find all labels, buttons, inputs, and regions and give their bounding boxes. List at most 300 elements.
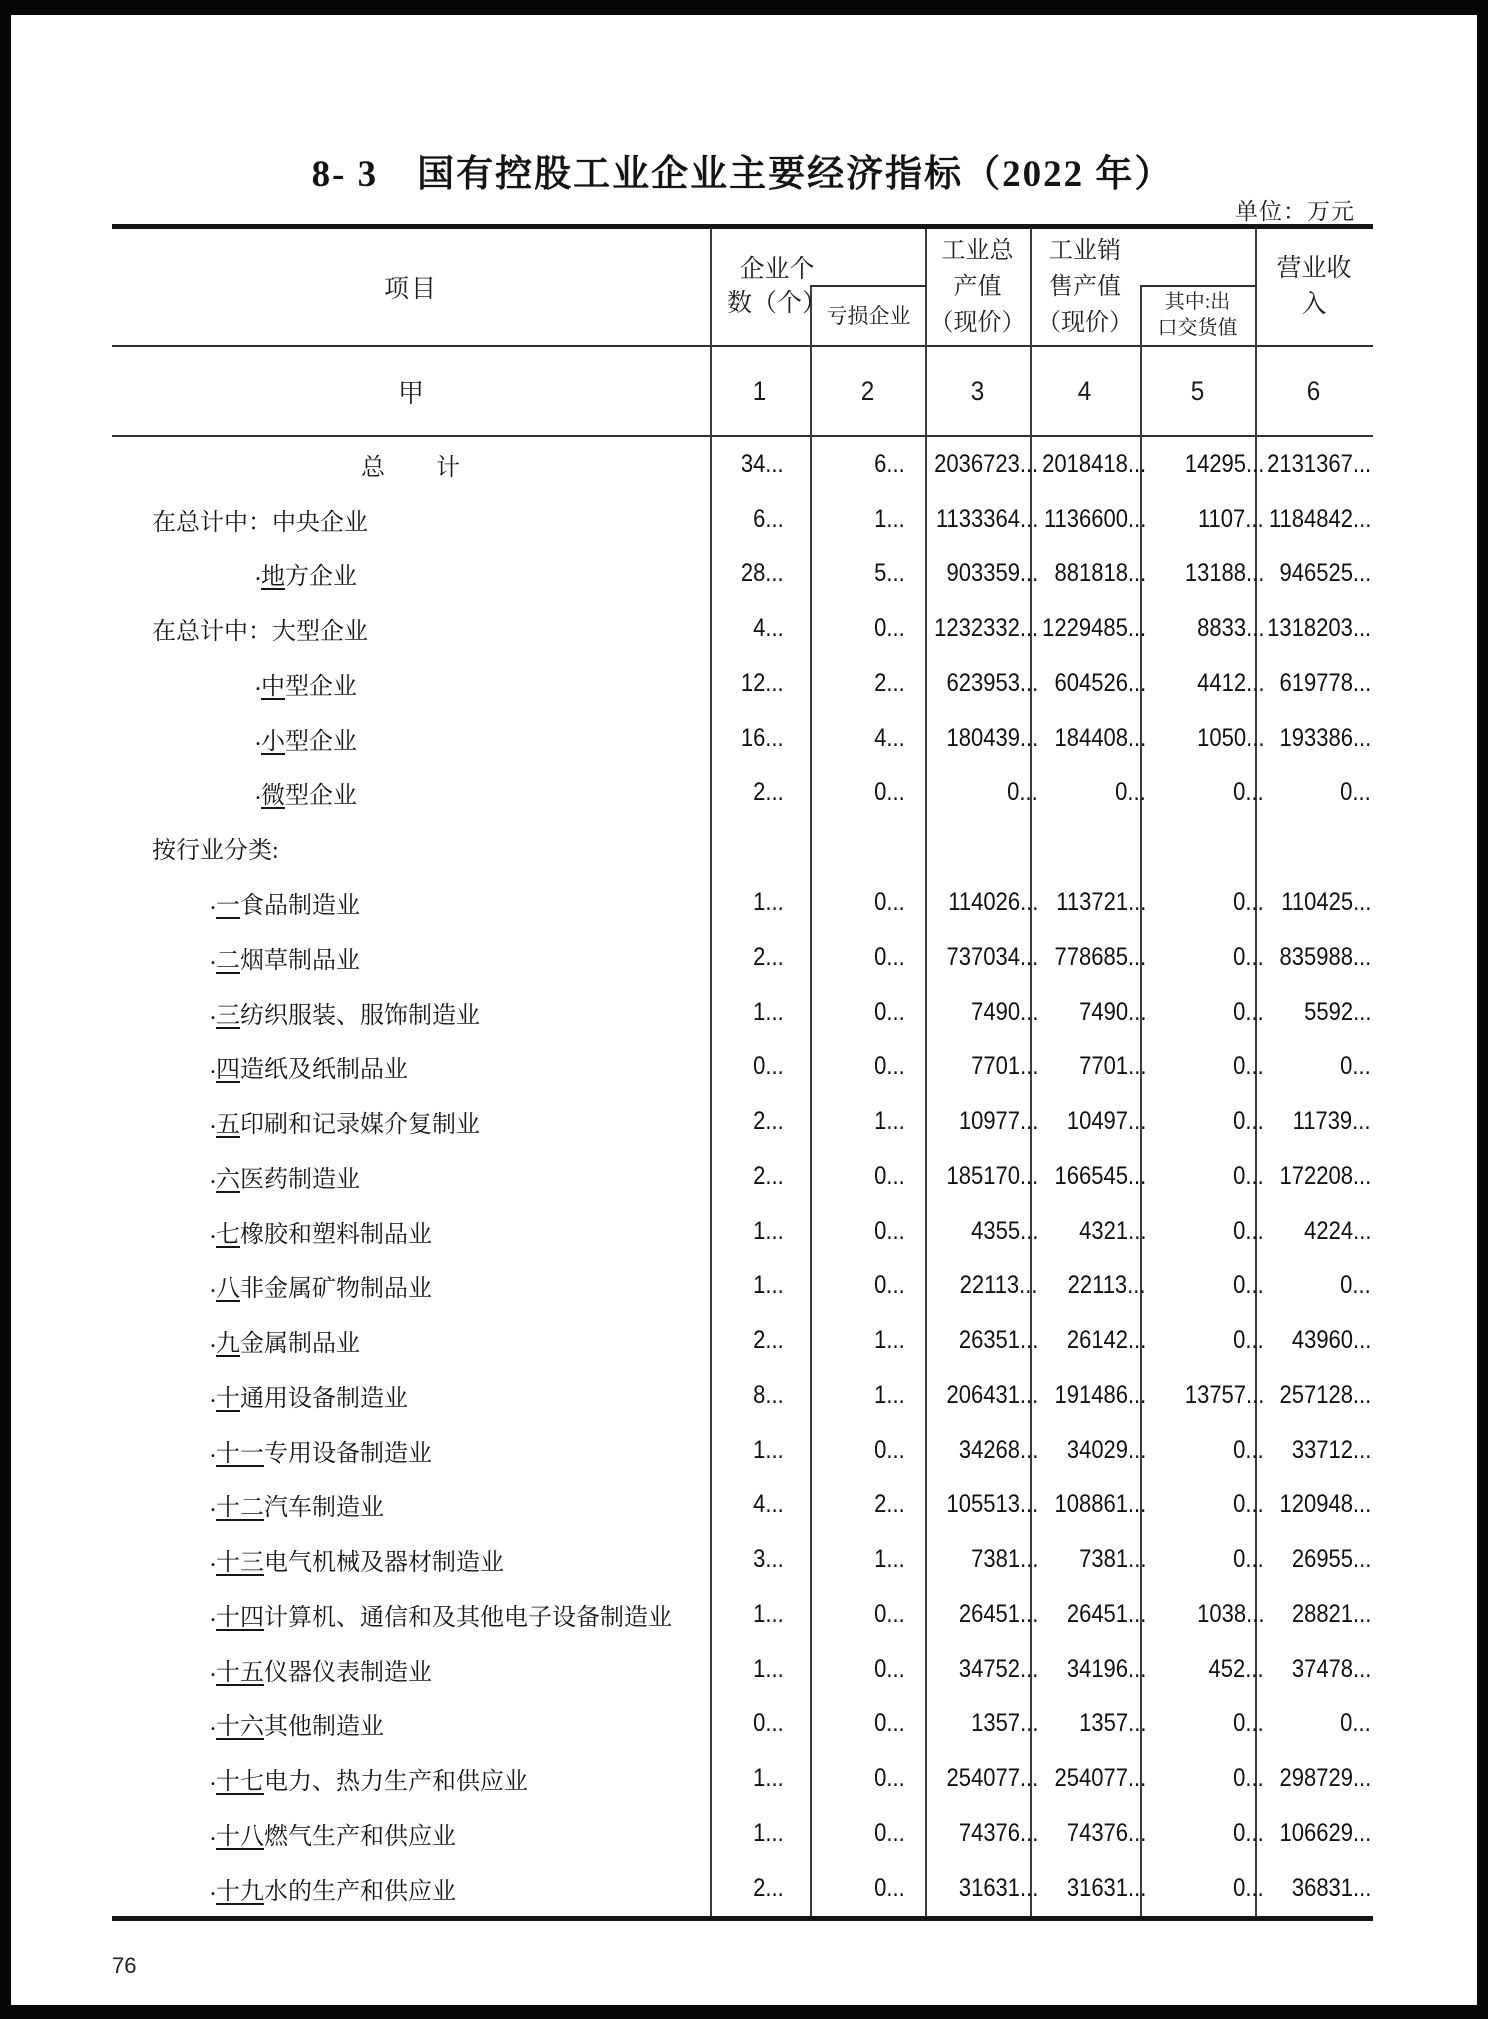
row-value-loss-enterprises: [810, 1532, 925, 1587]
cell-value: 2131367...: [1267, 449, 1371, 478]
cell-value: 1...: [753, 1435, 784, 1464]
header-sales-line2: 售产值: [1049, 274, 1121, 300]
row-value-sales-output: [1030, 1478, 1146, 1533]
cell-value: 7490...: [1078, 997, 1146, 1026]
cell-value: 623953...: [946, 668, 1038, 697]
row-value-gross-output: [925, 1532, 1038, 1587]
row-value-sales-output: [1030, 1313, 1146, 1368]
cell-value: 7701...: [1078, 1052, 1146, 1081]
row-label: . 十 通用设备制造业: [112, 1368, 710, 1423]
row-value-enterprise-count: [710, 766, 810, 821]
cell-value: 120948...: [1279, 1490, 1371, 1519]
table-row: [112, 1149, 1373, 1204]
cell-value: 26955...: [1291, 1545, 1371, 1574]
row-value-export-delivery: [1140, 1642, 1264, 1697]
cell-value: 22113...: [960, 1271, 1038, 1300]
underlined-numeral: 六: [216, 1166, 240, 1193]
column-guide-row: [112, 347, 1373, 435]
cell-value: 180439...: [946, 723, 1038, 752]
table-row: [112, 1423, 1373, 1478]
guide-col-2: [810, 347, 925, 435]
row-value-sales-output: [1030, 1368, 1146, 1423]
row-label: 在总计中：大型企业: [152, 619, 368, 646]
cell-value: 193386...: [1279, 723, 1371, 752]
row-value-loss-enterprises: [810, 1204, 925, 1259]
cell-value: 74376...: [1066, 1819, 1146, 1848]
row-value-export-delivery: [1140, 1094, 1264, 1149]
cell-value: 0...: [1233, 1161, 1264, 1190]
row-label: . 二 烟草制品业: [112, 930, 710, 985]
cell-value: 0...: [874, 614, 905, 643]
row-label: . 小 型企业: [112, 711, 710, 766]
row-value-export-delivery: [1140, 1204, 1264, 1259]
row-value-gross-output: [925, 1751, 1038, 1806]
cell-value: 1...: [753, 1819, 784, 1848]
underlined-numeral: 地: [261, 564, 285, 591]
cell-value: 1...: [753, 888, 784, 916]
cell-value: 31631...: [958, 1873, 1038, 1902]
row-value-gross-output: [925, 547, 1038, 602]
row-label: 按行业分类:: [152, 838, 279, 865]
row-value-enterprise-count: [710, 1532, 810, 1587]
row-value-export-delivery: [1140, 1478, 1264, 1533]
cell-value: 34...: [741, 449, 784, 478]
row-label: . 十七 电力、热力生产和供应业: [112, 1751, 710, 1806]
row-value-enterprise-count: [710, 1751, 810, 1806]
row-value-sales-output: [1030, 1258, 1146, 1313]
row-value-loss-enterprises: [810, 1806, 925, 1861]
row-value-sales-output: [1030, 547, 1146, 602]
row-value-export-delivery: [1140, 1806, 1264, 1861]
row-value-sales-output: [1030, 601, 1146, 656]
table-row: [112, 985, 1373, 1040]
row-value-sales-output: [1030, 1642, 1146, 1697]
row-value-revenue: [1255, 711, 1373, 766]
cell-value: 184408...: [1054, 723, 1146, 752]
row-value-enterprise-count: [710, 820, 810, 875]
cell-value: 1...: [753, 1654, 784, 1683]
table-row: [112, 1861, 1373, 1916]
underlined-numeral: 四: [216, 1057, 240, 1084]
cell-value: 33712...: [1291, 1435, 1371, 1464]
row-value-export-delivery: [1140, 766, 1264, 821]
row-value-export-delivery: [1140, 601, 1264, 656]
cell-value: 7490...: [970, 997, 1038, 1026]
cell-value: 903359...: [946, 559, 1038, 588]
cell-value: 0...: [1233, 942, 1264, 971]
cell-value: 2...: [753, 1873, 784, 1902]
row-value-loss-enterprises: [810, 1861, 925, 1916]
cell-value: 172208...: [1279, 1161, 1371, 1190]
cell-value: 105513...: [946, 1490, 1038, 1519]
cell-value: 3...: [753, 1545, 784, 1574]
row-value-loss-enterprises: [810, 820, 925, 875]
cell-value: 257128...: [1279, 1380, 1371, 1409]
row-value-loss-enterprises: [810, 547, 925, 602]
row-value-enterprise-count: [710, 1697, 810, 1752]
cell-value: 1...: [753, 1216, 784, 1245]
cell-value: 6...: [874, 449, 905, 478]
cell-value: 22113...: [1068, 1271, 1146, 1300]
table-row: [112, 1806, 1373, 1861]
table-row: [112, 437, 1373, 492]
row-value-revenue: [1255, 1423, 1373, 1478]
row-value-export-delivery: [1140, 1313, 1264, 1368]
row-value-enterprise-count: [710, 985, 810, 1040]
cell-value: 881818...: [1054, 559, 1146, 588]
cell-value: 298729...: [1279, 1764, 1371, 1793]
header-loss-label: 亏损企业: [826, 304, 911, 328]
table-bottom-rule: [112, 1916, 1373, 1921]
cell-value: 2...: [753, 1161, 784, 1190]
row-value-sales-output: [1030, 711, 1146, 766]
row-value-export-delivery: [1140, 1258, 1264, 1313]
row-value-revenue: [1255, 1149, 1373, 1204]
unit-label: 单位：万元: [1235, 199, 1355, 224]
row-label: . 微 型企业: [112, 766, 710, 821]
row-label: 在总计中：中央企业: [152, 509, 368, 536]
cell-value: 0...: [1233, 1709, 1264, 1738]
row-label: . 中 型企业: [112, 656, 710, 711]
underlined-numeral: 十二: [216, 1495, 264, 1522]
cell-value: 0...: [874, 1709, 905, 1738]
row-value-loss-enterprises: [810, 711, 925, 766]
row-value-export-delivery: [1140, 547, 1264, 602]
table-row: [112, 711, 1373, 766]
row-value-enterprise-count: [710, 601, 810, 656]
cell-value: 0...: [874, 1873, 905, 1902]
cell-value: 0...: [1233, 1545, 1264, 1574]
row-value-revenue: [1255, 492, 1373, 547]
row-value-gross-output: [925, 1861, 1038, 1916]
table-row: [112, 1478, 1373, 1533]
header-export-delivery: [1140, 285, 1255, 345]
cell-value: 0...: [1233, 1271, 1264, 1300]
header-revenue-line1: 营业收: [1276, 255, 1352, 282]
row-value-revenue: [1255, 1697, 1373, 1752]
row-label: . 十五 仪器仪表制造业: [112, 1642, 710, 1697]
row-value-gross-output: [925, 1204, 1038, 1259]
header-gross-line3: （现价）: [929, 310, 1026, 336]
row-value-gross-output: [925, 1039, 1038, 1094]
cell-value: 2...: [753, 778, 784, 807]
cell-value: 31631...: [1066, 1873, 1146, 1902]
row-value-gross-output: [925, 1368, 1038, 1423]
cell-value: 6...: [753, 504, 784, 533]
row-label: . 五 印刷和记录媒介复制业: [112, 1094, 710, 1149]
cell-value: 0...: [1233, 1435, 1264, 1464]
header-item: [112, 229, 710, 345]
table-row: [112, 1313, 1373, 1368]
cell-value: 0...: [874, 1599, 905, 1628]
row-value-export-delivery: [1140, 930, 1264, 985]
cell-value: 1133364...: [935, 504, 1038, 533]
cell-value: 4...: [753, 1490, 784, 1519]
row-value-gross-output: [925, 1697, 1038, 1752]
document-page: [11, 15, 1477, 2005]
cell-value: 28...: [741, 559, 784, 588]
cell-value: 2...: [874, 668, 905, 697]
cell-value: 0...: [874, 942, 905, 971]
row-value-sales-output: [1030, 1532, 1146, 1587]
row-value-revenue: [1255, 1751, 1373, 1806]
row-value-export-delivery: [1140, 820, 1255, 875]
row-label: . 十六 其他制造业: [112, 1697, 710, 1752]
cell-value: 4...: [874, 723, 905, 752]
cell-value: 8833...: [1196, 614, 1264, 643]
header-enterprise-line2: 数（个）: [726, 290, 827, 317]
underlined-numeral: 八: [216, 1276, 240, 1303]
row-value-export-delivery: [1140, 1039, 1264, 1094]
row-value-revenue: [1255, 1204, 1373, 1259]
row-value-enterprise-count: [710, 1149, 810, 1204]
cell-value: 0...: [1233, 1873, 1264, 1902]
guide-number: 4: [1078, 375, 1092, 406]
cell-value: 2...: [753, 1107, 784, 1136]
row-value-enterprise-count: [710, 1368, 810, 1423]
row-value-revenue: [1255, 1861, 1373, 1916]
row-value-loss-enterprises: [810, 1423, 925, 1478]
cell-value: 1229485...: [1042, 614, 1146, 643]
row-value-revenue: [1255, 985, 1373, 1040]
cell-value: 4...: [753, 614, 784, 643]
cell-value: 26351...: [958, 1326, 1038, 1355]
row-value-loss-enterprises: [810, 930, 925, 985]
cell-value: 737034...: [946, 942, 1038, 971]
cell-value: 0...: [1233, 1326, 1264, 1355]
row-label: . 十八 燃气生产和供应业: [112, 1806, 710, 1861]
row-value-sales-output: [1030, 1861, 1146, 1916]
row-value-gross-output: [925, 820, 1030, 875]
table-body: [112, 437, 1373, 1916]
cell-value: 0...: [1340, 1052, 1371, 1081]
row-value-enterprise-count: [710, 1039, 810, 1094]
statistics-table: [112, 224, 1373, 1921]
guide-col-3: [925, 347, 1030, 435]
cell-value: 0...: [1115, 778, 1146, 807]
cell-value: 26142...: [1066, 1326, 1146, 1355]
header-revenue-line2: 入: [1301, 291, 1327, 318]
row-value-sales-output: [1030, 985, 1146, 1040]
cell-value: 26451...: [958, 1599, 1038, 1628]
header-sales-line1: 工业销: [1049, 238, 1121, 264]
row-value-gross-output: [925, 930, 1038, 985]
cell-value: 0...: [874, 1819, 905, 1848]
cell-value: 0...: [1233, 888, 1264, 916]
cell-value: 0...: [874, 1216, 905, 1245]
row-label: . 十二 汽车制造业: [112, 1478, 710, 1533]
row-value-revenue: [1255, 547, 1373, 602]
cell-value: 16...: [741, 723, 784, 752]
cell-value: 1318203...: [1267, 614, 1371, 643]
underlined-numeral: 十九: [216, 1878, 264, 1905]
cell-value: 1038...: [1196, 1599, 1264, 1628]
cell-value: 110425...: [1280, 888, 1371, 916]
table-row: [112, 1642, 1373, 1697]
cell-value: 13757...: [1184, 1380, 1264, 1409]
row-value-revenue: [1255, 1806, 1373, 1861]
row-value-revenue: [1255, 1642, 1373, 1697]
row-label: . 三 纺织服装、服饰制造业: [112, 985, 710, 1040]
row-label: . 九 金属制品业: [112, 1313, 710, 1368]
row-label: . 四 造纸及纸制品业: [112, 1039, 710, 1094]
underlined-numeral: 十: [216, 1385, 240, 1412]
row-value-loss-enterprises: [810, 1697, 925, 1752]
table-row: [112, 1697, 1373, 1752]
row-value-revenue: [1255, 1368, 1373, 1423]
cell-value: 114026...: [947, 888, 1038, 916]
row-value-gross-output: [925, 1642, 1038, 1697]
underlined-numeral: 十五: [216, 1659, 264, 1686]
row-value-enterprise-count: [710, 711, 810, 766]
cell-value: 7381...: [970, 1545, 1038, 1574]
cell-value: 0...: [874, 1764, 905, 1793]
row-value-gross-output: [925, 437, 1038, 492]
row-value-loss-enterprises: [810, 766, 925, 821]
underlined-numeral: 一: [216, 893, 240, 919]
table-row: [112, 930, 1373, 985]
table-row: [112, 1751, 1373, 1806]
cell-value: 11739...: [1293, 1107, 1371, 1136]
row-label: . 八 非金属矿物制品业: [112, 1258, 710, 1313]
row-label: 总 计: [361, 454, 461, 481]
cell-value: 0...: [1233, 1819, 1264, 1848]
cell-value: 1357...: [970, 1709, 1038, 1738]
cell-value: 34029...: [1066, 1435, 1146, 1464]
cell-value: 0...: [1007, 778, 1038, 807]
row-value-gross-output: [925, 1258, 1038, 1313]
header-sales-output: [1030, 229, 1140, 345]
guide-number: 1: [753, 375, 767, 406]
row-value-enterprise-count: [710, 1094, 810, 1149]
table-row: [112, 820, 1373, 875]
row-label: . 十一 专用设备制造业: [112, 1423, 710, 1478]
row-value-loss-enterprises: [810, 1258, 925, 1313]
table-row: [112, 1258, 1373, 1313]
table-row: [112, 547, 1373, 602]
guide-number: 2: [860, 375, 875, 406]
row-value-enterprise-count: [710, 656, 810, 711]
table-row: [112, 492, 1373, 547]
guide-col-1: [710, 347, 810, 435]
row-value-gross-output: [925, 1149, 1038, 1204]
row-value-sales-output: [1030, 656, 1146, 711]
cell-value: 1...: [753, 1599, 784, 1628]
row-value-enterprise-count: [710, 875, 810, 930]
row-label: . 七 橡胶和塑料制品业: [112, 1204, 710, 1259]
cell-value: 108861...: [1054, 1490, 1146, 1519]
underlined-numeral: 七: [216, 1221, 240, 1248]
cell-value: 0...: [1233, 778, 1264, 807]
row-value-sales-output: [1030, 875, 1146, 930]
row-value-sales-output: [1030, 1587, 1146, 1642]
row-value-loss-enterprises: [810, 875, 925, 930]
row-value-enterprise-count: [710, 1258, 810, 1313]
cell-value: 1...: [874, 1107, 905, 1136]
guide-number: 6: [1307, 375, 1321, 406]
row-value-enterprise-count: [710, 1587, 810, 1642]
row-value-loss-enterprises: [810, 601, 925, 656]
row-value-loss-enterprises: [810, 437, 925, 492]
cell-value: 452...: [1208, 1654, 1264, 1683]
cell-value: 166545...: [1054, 1161, 1146, 1190]
row-value-enterprise-count: [710, 1806, 810, 1861]
header-enterprise-line1: 企业个: [739, 256, 815, 283]
row-value-revenue: [1255, 875, 1373, 930]
cell-value: 8...: [753, 1380, 784, 1409]
cell-value: 185170...: [946, 1161, 1038, 1190]
cell-value: 0...: [874, 888, 905, 916]
row-label: . 十九 水的生产和供应业: [112, 1861, 710, 1916]
cell-value: 254077...: [1054, 1764, 1146, 1793]
row-label: . 十三 电气机械及器材制造业: [112, 1532, 710, 1587]
cell-value: 1184842...: [1268, 504, 1371, 533]
cell-value: 2...: [753, 942, 784, 971]
cell-value: 34196...: [1066, 1654, 1146, 1683]
cell-value: 0...: [1233, 1764, 1264, 1793]
header-export-line2: 口交货值: [1157, 317, 1238, 339]
cell-value: 1136600...: [1043, 504, 1146, 533]
page-number: 76: [112, 1953, 137, 1978]
row-value-gross-output: [925, 1478, 1038, 1533]
row-value-sales-output: [1030, 1423, 1146, 1478]
cell-value: 0...: [874, 778, 905, 807]
row-value-loss-enterprises: [810, 985, 925, 1040]
guide-number: 5: [1190, 375, 1205, 406]
row-value-revenue: [1255, 1039, 1373, 1094]
row-value-revenue: [1255, 1094, 1373, 1149]
cell-value: 7701...: [970, 1052, 1038, 1081]
row-value-export-delivery: [1140, 985, 1264, 1040]
underlined-numeral: 十八: [216, 1824, 264, 1851]
cell-value: 34268...: [958, 1435, 1038, 1464]
cell-value: 0...: [1340, 1709, 1371, 1738]
cell-value: 0...: [874, 1052, 905, 1081]
cell-value: 206431...: [946, 1380, 1038, 1409]
cell-value: 0...: [874, 1161, 905, 1190]
underlined-numeral: 十七: [216, 1769, 264, 1796]
page-title: 8- 3 国有控股工业企业主要经济指标（2022 年）: [311, 154, 1174, 195]
row-value-export-delivery: [1140, 1149, 1264, 1204]
underlined-numeral: 三: [216, 1002, 240, 1029]
cell-value: 619778...: [1279, 668, 1371, 697]
table-row: [112, 1587, 1373, 1642]
row-value-export-delivery: [1140, 656, 1264, 711]
cell-value: 0...: [874, 1654, 905, 1683]
row-value-loss-enterprises: [810, 1039, 925, 1094]
table-row: [112, 1039, 1373, 1094]
cell-value: 10977...: [958, 1107, 1038, 1136]
row-value-revenue: [1255, 437, 1373, 492]
row-value-gross-output: [925, 875, 1038, 930]
header-item-label: 项目: [383, 276, 438, 303]
row-value-loss-enterprises: [810, 1368, 925, 1423]
row-value-loss-enterprises: [810, 656, 925, 711]
underlined-numeral: 五: [216, 1112, 240, 1139]
row-value-enterprise-count: [710, 547, 810, 602]
cell-value: 1107...: [1198, 504, 1264, 533]
cell-value: 0...: [1340, 1271, 1371, 1300]
header-export-line1: 其中:出: [1164, 291, 1231, 313]
row-value-export-delivery: [1140, 1368, 1264, 1423]
header-operating-revenue: [1255, 229, 1373, 345]
table-row: [112, 656, 1373, 711]
row-value-export-delivery: [1140, 1861, 1264, 1916]
table-row: [112, 601, 1373, 656]
cell-value: 0...: [874, 997, 905, 1026]
cell-value: 2036723...: [934, 449, 1038, 478]
row-value-loss-enterprises: [810, 492, 925, 547]
